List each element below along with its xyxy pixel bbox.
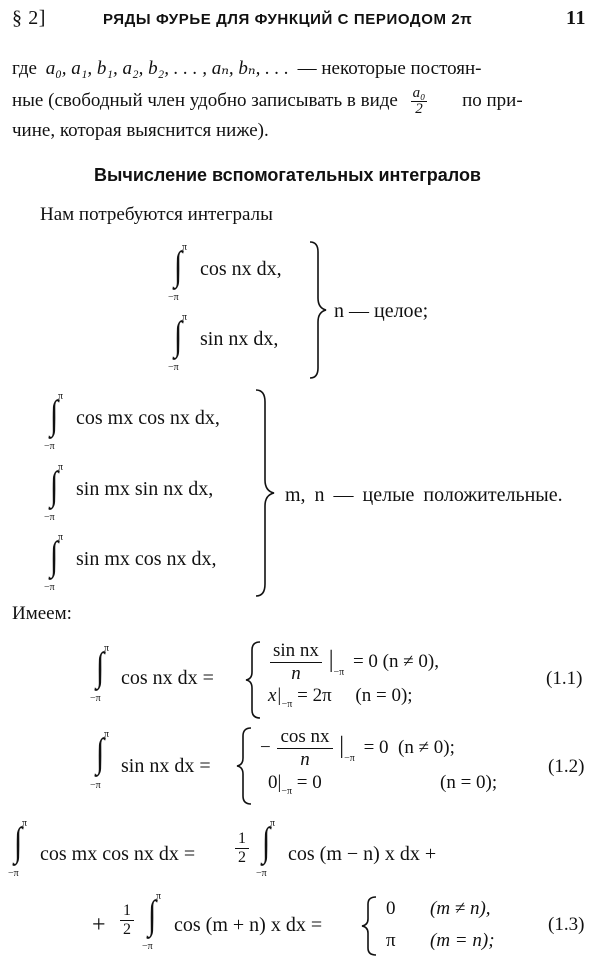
case1-result: = 0 (n ≠ 0); bbox=[363, 736, 455, 758]
half-fraction-2 bbox=[120, 902, 134, 939]
eq13-line2-rhs: cos (m + n) x dx = bbox=[174, 914, 323, 936]
eq13-line1-lhs: cos mx cos nx dx = bbox=[40, 843, 196, 865]
group1-condition: n — целое; bbox=[334, 300, 429, 322]
need-integrals-text: Нам потребуются интегралы bbox=[40, 204, 273, 225]
case2-result: = 0 bbox=[296, 772, 322, 793]
integrand: sin nx dx, bbox=[200, 328, 279, 350]
lower-limit: −π bbox=[8, 868, 19, 879]
numerator: cos nx bbox=[277, 726, 332, 749]
eq12-case2 bbox=[268, 772, 322, 797]
coefficients: a₀, a₁, b₁, a₂, b₂, . . . , aₙ, bₙ, . . . bbox=[45, 58, 289, 79]
upper-limit: π bbox=[58, 391, 64, 402]
upper-limit: π bbox=[182, 312, 188, 323]
case2-var: x| bbox=[268, 685, 282, 706]
section-heading: Вычисление вспомогательных интегралов bbox=[94, 165, 481, 185]
a0-over-2-fraction bbox=[411, 86, 428, 117]
lower-limit: −π bbox=[90, 780, 101, 791]
upper-limit: π bbox=[104, 643, 110, 654]
integral-sign: ∫ bbox=[174, 244, 183, 289]
numerator: 1 bbox=[235, 830, 249, 849]
eq12-case1 bbox=[260, 726, 455, 771]
denominator: n bbox=[291, 663, 301, 684]
fraction bbox=[277, 726, 332, 771]
intro-line2-prefix: ные (свободный член удобно записывать в виде bbox=[12, 89, 398, 111]
intro-line-1 bbox=[12, 55, 592, 83]
numerator: 1 bbox=[120, 902, 134, 921]
case2-val: 0| bbox=[268, 772, 282, 793]
running-title: РЯДЫ ФУРЬЕ ДЛЯ ФУНКЦИЙ С ПЕРИОДОМ 2π bbox=[103, 11, 473, 28]
eq13-case1-cond: (m ≠ n), bbox=[430, 898, 491, 919]
frac-denominator: 2 bbox=[415, 101, 423, 117]
integral-sign: ∫ bbox=[262, 820, 271, 865]
eval-limits: −π bbox=[281, 699, 293, 710]
upper-limit: π bbox=[270, 818, 276, 829]
eq12-case2-cond: (n = 0); bbox=[440, 772, 498, 793]
lower-limit: −π bbox=[90, 693, 101, 704]
frac-numerator: a₀ bbox=[412, 85, 426, 101]
upper-limit: π bbox=[104, 729, 110, 740]
intro-line2-suffix: по при- bbox=[462, 89, 523, 111]
group1-brace bbox=[306, 240, 330, 380]
section-marker: § 2] bbox=[12, 7, 47, 29]
eval-limits: −π bbox=[281, 786, 293, 797]
integral-sign: ∫ bbox=[148, 893, 157, 938]
group2-brace bbox=[252, 388, 278, 598]
lower-limit: −π bbox=[44, 512, 55, 523]
eval-bar: | bbox=[328, 646, 334, 673]
numerator: sin nx bbox=[270, 640, 322, 663]
integral-sign: ∫ bbox=[50, 393, 59, 438]
eq11-label: (1.1) bbox=[546, 668, 583, 689]
half-fraction bbox=[235, 830, 249, 867]
eq13-line2-plus: + bbox=[92, 912, 106, 938]
upper-limit: π bbox=[58, 462, 64, 473]
eq12-brace bbox=[235, 726, 255, 806]
intro-line-3: чине, которая выяснится ниже). bbox=[12, 120, 269, 141]
integral-sign: ∫ bbox=[14, 820, 23, 865]
integrand: cos nx dx, bbox=[200, 258, 282, 280]
integral-sign: ∫ bbox=[96, 731, 105, 776]
eq13-case2-cond: (m = n); bbox=[430, 930, 495, 951]
eq11-lhs: cos nx dx = bbox=[121, 667, 214, 689]
denominator: 2 bbox=[238, 849, 246, 866]
integral-sign: ∫ bbox=[96, 645, 105, 690]
case2-result: = 2π (n = 0); bbox=[297, 685, 413, 706]
lower-limit: −π bbox=[44, 582, 55, 593]
lower-limit: −π bbox=[256, 868, 267, 879]
integrand: sin mx cos nx dx, bbox=[76, 548, 217, 570]
intro-prefix: где bbox=[12, 58, 37, 79]
eq13-brace bbox=[360, 895, 380, 957]
lower-limit: −π bbox=[142, 941, 153, 952]
upper-limit: π bbox=[156, 891, 162, 902]
eq11-case1 bbox=[268, 640, 439, 685]
upper-limit: π bbox=[182, 242, 188, 253]
upper-limit: π bbox=[58, 532, 64, 543]
page-number: 11 bbox=[566, 7, 587, 29]
integral-sign: ∫ bbox=[50, 464, 59, 509]
have-text: Имеем: bbox=[12, 603, 72, 624]
eq11-brace bbox=[244, 640, 264, 720]
eq13-case2: π bbox=[386, 930, 396, 951]
eval-bar: | bbox=[339, 732, 345, 759]
fraction bbox=[270, 640, 322, 685]
lower-limit: −π bbox=[44, 441, 55, 452]
intro-line-2 bbox=[12, 86, 523, 117]
eq13-label: (1.3) bbox=[548, 914, 585, 935]
eq12-label: (1.2) bbox=[548, 756, 585, 777]
integrand: cos mx cos nx dx, bbox=[76, 407, 220, 429]
lower-limit: −π bbox=[168, 362, 179, 373]
upper-limit: π bbox=[22, 818, 28, 829]
eq12-lhs: sin nx dx = bbox=[121, 755, 211, 777]
eq13-case1: 0 bbox=[386, 898, 396, 919]
lower-limit: −π bbox=[168, 292, 179, 303]
integrand: sin mx sin nx dx, bbox=[76, 478, 214, 500]
intro-suffix: — некоторые постоян- bbox=[297, 58, 482, 79]
minus-sign: − bbox=[260, 736, 271, 758]
eval-limits: −π bbox=[333, 666, 345, 678]
denominator: 2 bbox=[123, 921, 131, 938]
denominator: n bbox=[300, 749, 310, 770]
integral-sign: ∫ bbox=[174, 314, 183, 359]
eval-limits: −π bbox=[344, 752, 355, 764]
case1-result: = 0 (n ≠ 0), bbox=[352, 650, 440, 672]
eq13-line1-rhs: cos (m − n) x dx + bbox=[288, 843, 437, 865]
eq11-case2 bbox=[268, 685, 413, 710]
group2-condition: m, n — целые положительные. bbox=[285, 484, 563, 506]
integral-sign: ∫ bbox=[50, 534, 59, 579]
